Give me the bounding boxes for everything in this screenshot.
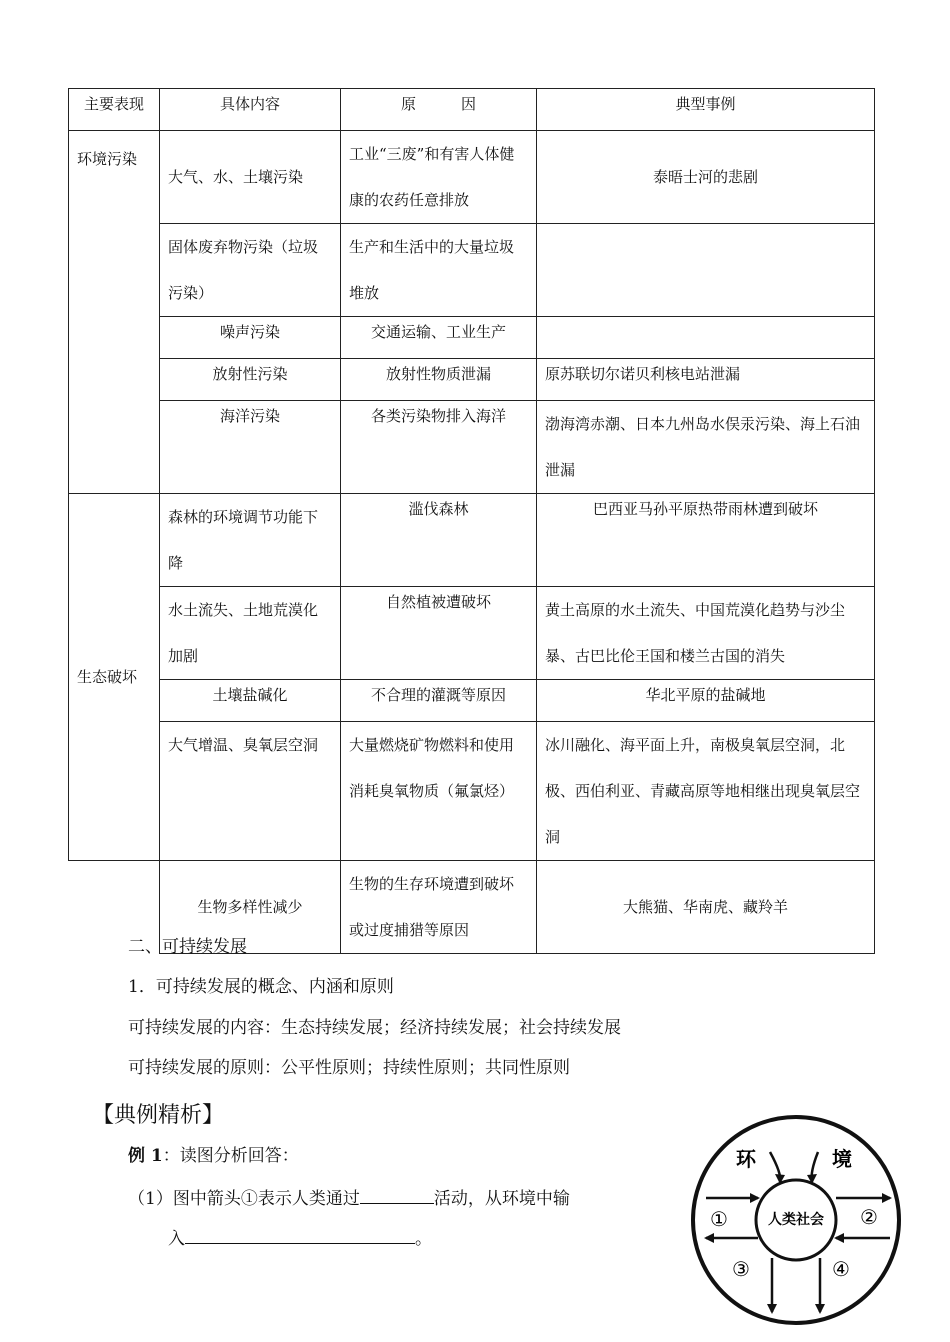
example-cell: 华北平原的盐碱地: [537, 680, 875, 722]
group-label-pollution: 环境污染: [69, 131, 160, 494]
table-row: [69, 680, 875, 722]
table-row: [69, 224, 875, 317]
example-cell: 渤海湾赤潮、日本九州岛水俣汞污染、海上石油泄漏: [537, 401, 875, 494]
jing-label: 境: [832, 1147, 852, 1171]
example-prompt: [128, 1144, 299, 1168]
question-1-cont: [168, 1225, 432, 1251]
section-title: 二、可持续发展: [128, 937, 247, 957]
cause-cell: 各类污染物排入海洋: [341, 401, 537, 494]
question-1-text-d: 。: [415, 1229, 432, 1249]
content-cell: 大气增温、臭氧层空洞: [160, 722, 341, 861]
header-cell: 原 因: [341, 89, 537, 131]
content-cell: 生物多样性减少: [160, 861, 341, 954]
cause-cell: 放射性物质泄漏: [341, 359, 537, 401]
huan-label: 环: [736, 1147, 756, 1171]
content-cell: 水土流失、土地荒漠化加剧: [160, 587, 341, 680]
cause-cell: 工业“三废”和有害人体健康的农药任意排放: [341, 131, 537, 224]
label-2: ②: [860, 1205, 878, 1229]
society-label: 人类社会: [768, 1212, 824, 1228]
table-row: [69, 494, 875, 587]
example-cell: 黄土高原的水土流失、中国荒漠化趋势与沙尘暴、古巴比伦王国和楼兰古国的消失: [537, 587, 875, 680]
content-cell: 海洋污染: [160, 401, 341, 494]
example-cell: 巴西亚马孙平原热带雨林遭到破坏: [537, 494, 875, 587]
example-cell: [537, 224, 875, 317]
header-cell: 典型事例: [537, 89, 875, 131]
table-row: [69, 359, 875, 401]
cause-cell: 自然植被遭破坏: [341, 587, 537, 680]
example-label: 例 1: [128, 1146, 163, 1166]
answer-blank-2[interactable]: [185, 1225, 415, 1244]
table-row: [69, 587, 875, 680]
cause-cell: 不合理的灌溉等原因: [341, 680, 537, 722]
content-cell: 噪声污染: [160, 317, 341, 359]
header-cell: 主要表现: [69, 89, 160, 131]
example-cell: 原苏联切尔诺贝利核电站泄漏: [537, 359, 875, 401]
example-cell: 大熊猫、华南虎、藏羚羊: [537, 861, 875, 954]
example-cell: [537, 317, 875, 359]
subsection-title: 1．可持续发展的概念、内涵和原则: [128, 977, 394, 997]
content-cell: 固体废弃物污染（垃圾污染）: [160, 224, 341, 317]
example-cell: 泰晤士河的悲剧: [537, 131, 875, 224]
question-1: [128, 1185, 570, 1211]
question-1-text-b: 活动，从环境中输: [433, 1189, 570, 1209]
header-cell: 具体内容: [160, 89, 341, 131]
cause-cell: 生产和生活中的大量垃圾堆放: [341, 224, 537, 317]
table-header-row: [69, 89, 875, 131]
content-cell: 森林的环境调节功能下降: [160, 494, 341, 587]
cause-cell: 交通运输、工业生产: [341, 317, 537, 359]
cause-cell: 大量燃烧矿物燃料和使用消耗臭氧物质（氟氯烃）: [341, 722, 537, 861]
example-heading: 【典例精析】: [92, 1103, 225, 1128]
example-cell: 冰川融化、海平面上升，南极臭氧层空洞，北极、西伯利亚、青藏高原等地相继出现臭氧层空洞: [537, 722, 875, 861]
cause-cell: 滥伐森林: [341, 494, 537, 587]
content-cell: 大气、水、土壤污染: [160, 131, 341, 224]
cause-cell: 生物的生存环境遭到破坏或过度捕猎等原因: [341, 861, 537, 954]
example-prompt-text: ：读图分析回答：: [162, 1146, 299, 1166]
content-cell: 土壤盐碱化: [160, 680, 341, 722]
question-1-text-c: 入: [168, 1229, 185, 1249]
label-4: ④: [832, 1257, 850, 1281]
table-row: [69, 722, 875, 861]
answer-blank-1[interactable]: [360, 1185, 434, 1204]
table-row: [69, 131, 875, 224]
table-row: [69, 401, 875, 494]
group-label-ecology: 生态破坏: [69, 494, 160, 861]
question-1-text-a: （1）图中箭头①表示人类通过: [128, 1189, 360, 1209]
content-cell: 放射性污染: [160, 359, 341, 401]
environment-society-diagram: [686, 1114, 906, 1334]
label-1: ①: [710, 1207, 728, 1231]
environment-problems-table: [68, 88, 875, 954]
table-row: [69, 317, 875, 359]
content-line: 可持续发展的内容：生态持续发展；经济持续发展；社会持续发展: [128, 1018, 621, 1038]
principle-line: 可持续发展的原则：公平性原则；持续性原则；共同性原则: [128, 1058, 570, 1078]
label-3: ③: [732, 1257, 750, 1281]
